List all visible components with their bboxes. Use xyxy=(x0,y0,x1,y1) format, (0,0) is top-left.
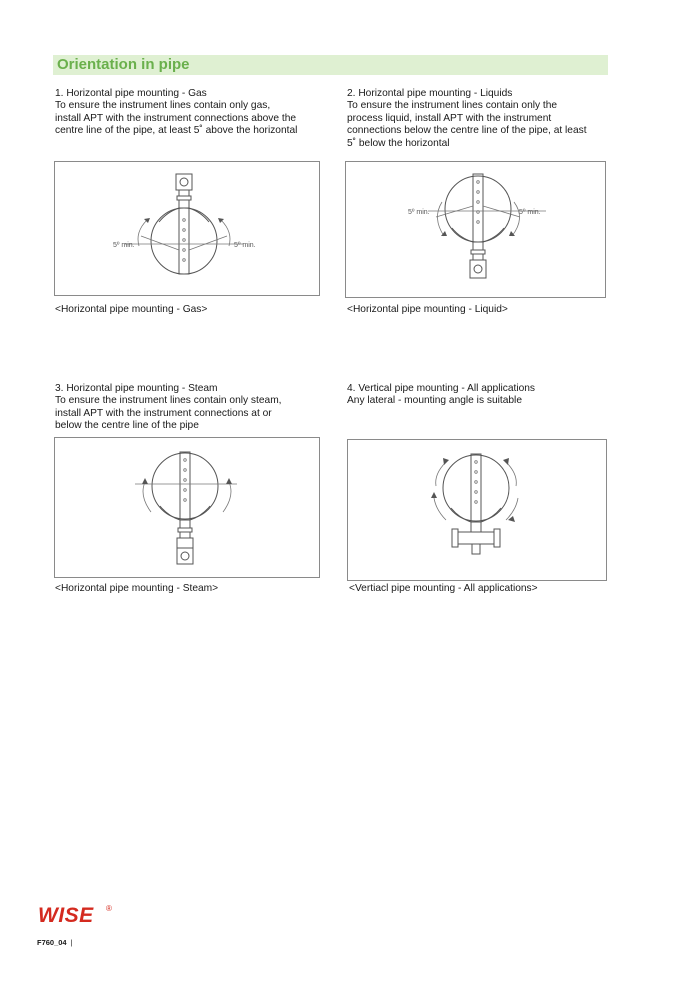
figure-steam-mounting xyxy=(54,437,320,578)
section-title: Orientation in pipe xyxy=(57,56,190,73)
document-code xyxy=(37,938,73,947)
section-2-heading: 2. Horizontal pipe mounting - Liquids xyxy=(347,88,513,99)
gas-right-angle-label: 5º min. xyxy=(234,242,256,249)
section-1-heading: 1. Horizontal pipe mounting - Gas xyxy=(55,88,207,99)
section-2-text xyxy=(347,88,622,150)
liquid-right-angle-label: 5º min. xyxy=(519,209,541,216)
registered-mark: ® xyxy=(106,904,112,913)
section-3-line-1: To ensure the instrument lines contain only steam, xyxy=(55,395,282,407)
section-1-text xyxy=(55,88,330,138)
document-code-text: F760_04 xyxy=(37,938,67,947)
section-2-line-4: 5˚ below the horizontal xyxy=(347,137,450,149)
liquid-mounting-diagram xyxy=(346,162,605,297)
caption-steam: <Horizontal pipe mounting - Steam> xyxy=(55,583,219,594)
section-1-line-2: install APT with the instrument connections above the xyxy=(55,112,297,124)
caption-liquid: <Horizontal pipe mounting - Liquid> xyxy=(347,304,508,315)
section-3-heading: 3. Horizontal pipe mounting - Steam xyxy=(55,383,218,394)
section-4-line-1: Any lateral - mounting angle is suitable xyxy=(347,395,522,407)
figure-vertical-mounting xyxy=(347,439,607,581)
section-4-text xyxy=(347,383,622,408)
gas-left-angle-label: 5º min. xyxy=(113,242,135,249)
caption-vertical: <Vertiacl pipe mounting - All applications> xyxy=(349,583,538,594)
section-header-band xyxy=(53,55,608,75)
section-3-line-3: below the centre line of the pipe xyxy=(55,420,199,432)
liquid-left-angle-label: 5º min. xyxy=(408,209,430,216)
wise-logo xyxy=(38,904,112,928)
section-3-text xyxy=(55,383,330,433)
section-1-line-3: centre line of the pipe, at least 5˚ above the horizontal xyxy=(55,125,298,137)
section-1-line-1: To ensure the instrument lines contain only gas, xyxy=(55,100,271,112)
gas-mounting-diagram xyxy=(55,162,319,295)
steam-mounting-diagram xyxy=(55,438,319,577)
section-2-line-2: process liquid, install APT with the instrument xyxy=(347,112,552,124)
figure-liquid-mounting xyxy=(345,161,606,298)
section-2-line-3: connections below the centre line of the pipe, at least xyxy=(347,125,587,137)
footer-separator: | xyxy=(70,938,73,947)
section-2-line-1: To ensure the instrument lines contain only the xyxy=(347,100,558,112)
vertical-mounting-diagram xyxy=(348,440,606,580)
logo-text: WISE xyxy=(38,904,94,927)
figure-gas-mounting xyxy=(54,161,320,296)
caption-gas: <Horizontal pipe mounting - Gas> xyxy=(55,304,208,315)
section-4-heading: 4. Vertical pipe mounting - All applications xyxy=(347,383,536,394)
section-3-line-2: install APT with the instrument connections at or xyxy=(55,407,272,419)
